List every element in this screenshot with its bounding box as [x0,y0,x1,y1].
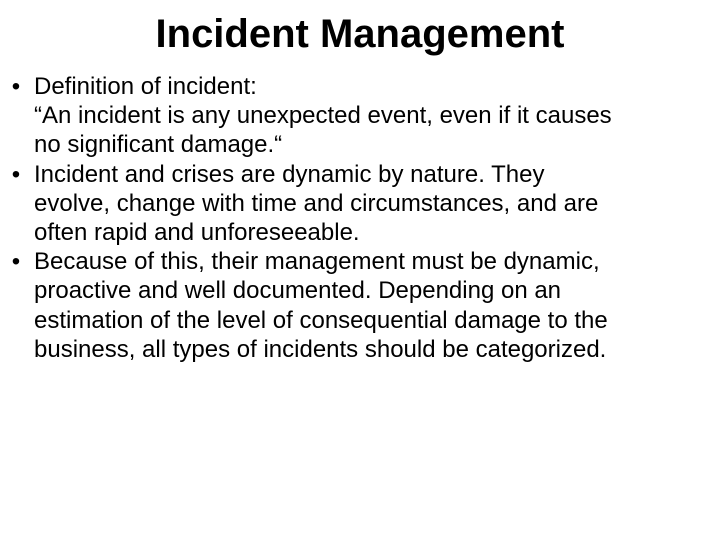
bullet-marker-icon: • [11,248,21,276]
bullet-line: often rapid and unforeseeable. [34,219,360,247]
bullet-dynamic-nature [0,160,720,248]
bullet-line: Incident and crises are dynamic by nature. They [34,160,545,188]
bullet-marker-icon: • [11,160,21,188]
bullet-line: Because of this, their management must be dynamic, [34,248,600,276]
bullet-line: proactive and well documented. Depending on an [34,277,562,305]
bullet-line: evolve, change with time and circumstances, and are [34,189,599,217]
bullet-line: no significant damage.“ [34,131,283,159]
bullet-line: “An incident is any unexpected event, even if it causes [34,102,612,130]
slide-title: Incident Management [155,12,565,56]
bullet-list [0,72,720,364]
bullet-management [0,247,720,364]
bullet-marker-icon: • [11,73,21,100]
bullet-line: estimation of the level of consequential damage to the [34,306,608,334]
bullet-line: Definition of incident: [34,73,257,100]
bullet-definition [0,72,720,160]
bullet-line: business, all types of incidents should be categorized. [34,335,607,363]
